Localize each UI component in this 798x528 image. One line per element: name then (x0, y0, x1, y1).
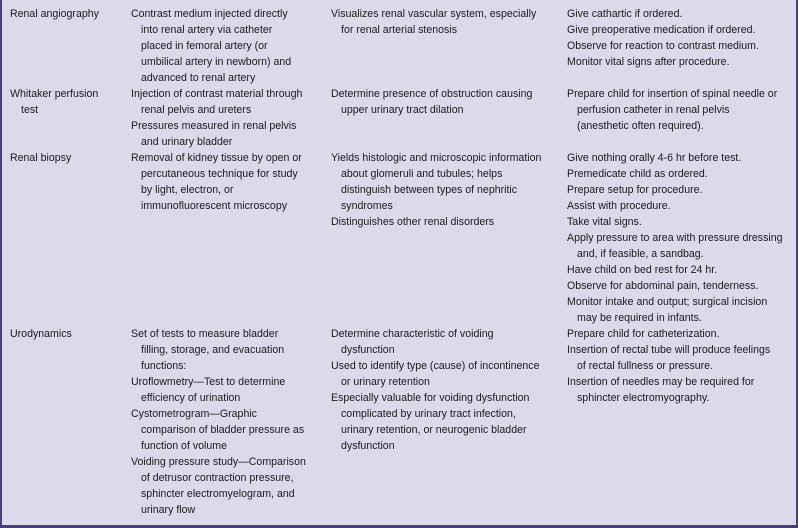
cell-line: Used to identify type (cause) of incontinence (331, 360, 540, 372)
cell-line: Premedicate child as ordered. (567, 168, 708, 180)
cell-line: Observe for reaction to contrast medium. (567, 40, 759, 52)
cell-line: dysfunction (341, 440, 395, 452)
cell-line: urinary flow (141, 504, 196, 516)
cell-line: syndromes (341, 200, 393, 212)
procedure-cell (10, 86, 122, 118)
cell-line: or urinary retention (341, 376, 430, 388)
cell-line: of detrusor contraction pressure, (141, 472, 294, 484)
cell-line: complicated by urinary tract infection, (341, 408, 516, 420)
cell-line: Take vital signs. (567, 216, 642, 228)
cell-line: Renal angiography (10, 8, 99, 20)
cell-line: Prepare setup for procedure. (567, 184, 703, 196)
cell-line: Observe for abdominal pain, tenderness. (567, 280, 759, 292)
cell-line: Give cathartic if ordered. (567, 8, 683, 20)
cell-line: umbilical artery in newborn) and (141, 56, 292, 68)
cell-line: perfusion catheter in renal pelvis (577, 104, 730, 116)
nursing-cell (567, 86, 789, 134)
cell-line: Set of tests to measure bladder (131, 328, 279, 340)
cell-line: function of volume (141, 440, 227, 452)
cell-line: Uroflowmetry—Test to determine (131, 376, 286, 388)
cell-line: Give nothing orally 4-6 hr before test. (567, 152, 742, 164)
cell-line: immunofluorescent microscopy (141, 200, 288, 212)
cell-line: about glomeruli and tubules; helps (341, 168, 503, 180)
cell-line: Yields histologic and microscopic information (331, 152, 542, 164)
procedure-cell (10, 6, 122, 22)
cell-line: Especially valuable for voiding dysfunction (331, 392, 530, 404)
procedure-cell (10, 150, 122, 166)
procedure-cell (10, 326, 122, 342)
cell-line: Renal biopsy (10, 152, 72, 164)
purpose-cell (331, 326, 559, 454)
cell-line: Determine presence of obstruction causing (331, 88, 533, 100)
cell-line: by light, electron, or (141, 184, 234, 196)
cell-line: Distinguishes other renal disorders (331, 216, 495, 228)
cell-line: Apply pressure to area with pressure dressing (567, 232, 783, 244)
nursing-cell (567, 326, 789, 406)
cell-line: Visualizes renal vascular system, especially (331, 8, 537, 20)
cell-line: distinguish between types of nephritic (341, 184, 518, 196)
cell-line: Monitor vital signs after procedure. (567, 56, 730, 68)
cell-line: Determine characteristic of voiding (331, 328, 494, 340)
nursing-cell (567, 6, 789, 70)
cell-line: Assist with procedure. (567, 200, 671, 212)
cell-line: Injection of contrast material through (131, 88, 303, 100)
cell-line: advanced to renal artery (141, 72, 256, 84)
cell-line: (anesthetic often required). (577, 120, 704, 132)
cell-line: renal pelvis and ureters (141, 104, 252, 116)
description-cell (131, 150, 321, 214)
cell-line: Removal of kidney tissue by open or (131, 152, 302, 164)
cell-line: Insertion of needles may be required for (567, 376, 755, 388)
cell-line: Voiding pressure study—Comparison (131, 456, 306, 468)
cell-line: of rectal fullness or pressure. (577, 360, 714, 372)
nursing-cell (567, 150, 789, 326)
cell-line: functions: (141, 360, 187, 372)
cell-line: Give preoperative medication if ordered. (567, 24, 756, 36)
purpose-cell (331, 150, 559, 230)
description-cell (131, 86, 321, 150)
cell-line: Contrast medium injected directly (131, 8, 288, 20)
cell-line: dysfunction (341, 344, 395, 356)
cell-line: urinary retention, or neurogenic bladder (341, 424, 527, 436)
cell-line: Pressures measured in renal pelvis (131, 120, 297, 132)
purpose-cell (331, 6, 559, 38)
cell-line: Have child on bed rest for 24 hr. (567, 264, 718, 276)
cell-line: upper urinary tract dilation (341, 104, 464, 116)
cell-line: and urinary bladder (141, 136, 233, 148)
cell-line: Whitaker perfusion (10, 88, 99, 100)
cell-line: into renal artery via catheter (141, 24, 273, 36)
cell-line: test (21, 104, 39, 116)
cell-line: may be required in infants. (577, 312, 702, 324)
cell-line: for renal arterial stenosis (341, 24, 457, 36)
cell-line: Monitor intake and output; surgical incision (567, 296, 768, 308)
cell-line: sphincter electromyography. (577, 392, 710, 404)
cell-line: and, if feasible, a sandbag. (577, 248, 704, 260)
cell-line: Prepare child for catheterization. (567, 328, 720, 340)
cell-line: sphincter electromyelogram, and (141, 488, 295, 500)
cell-line: efficiency of urination (141, 392, 241, 404)
description-cell (131, 6, 321, 86)
cell-line: Insertion of rectal tube will produce feelings (567, 344, 771, 356)
cell-line: Urodynamics (10, 328, 72, 340)
description-cell (131, 326, 321, 518)
purpose-cell (331, 86, 559, 118)
cell-line: Cystometrogram—Graphic (131, 408, 257, 420)
cell-line: filling, storage, and evacuation (141, 344, 285, 356)
cell-line: Prepare child for insertion of spinal needle or (567, 88, 778, 100)
cell-line: percutaneous technique for study (141, 168, 298, 180)
cell-line: placed in femoral artery (or (141, 40, 268, 52)
cell-line: comparison of bladder pressure as (141, 424, 305, 436)
